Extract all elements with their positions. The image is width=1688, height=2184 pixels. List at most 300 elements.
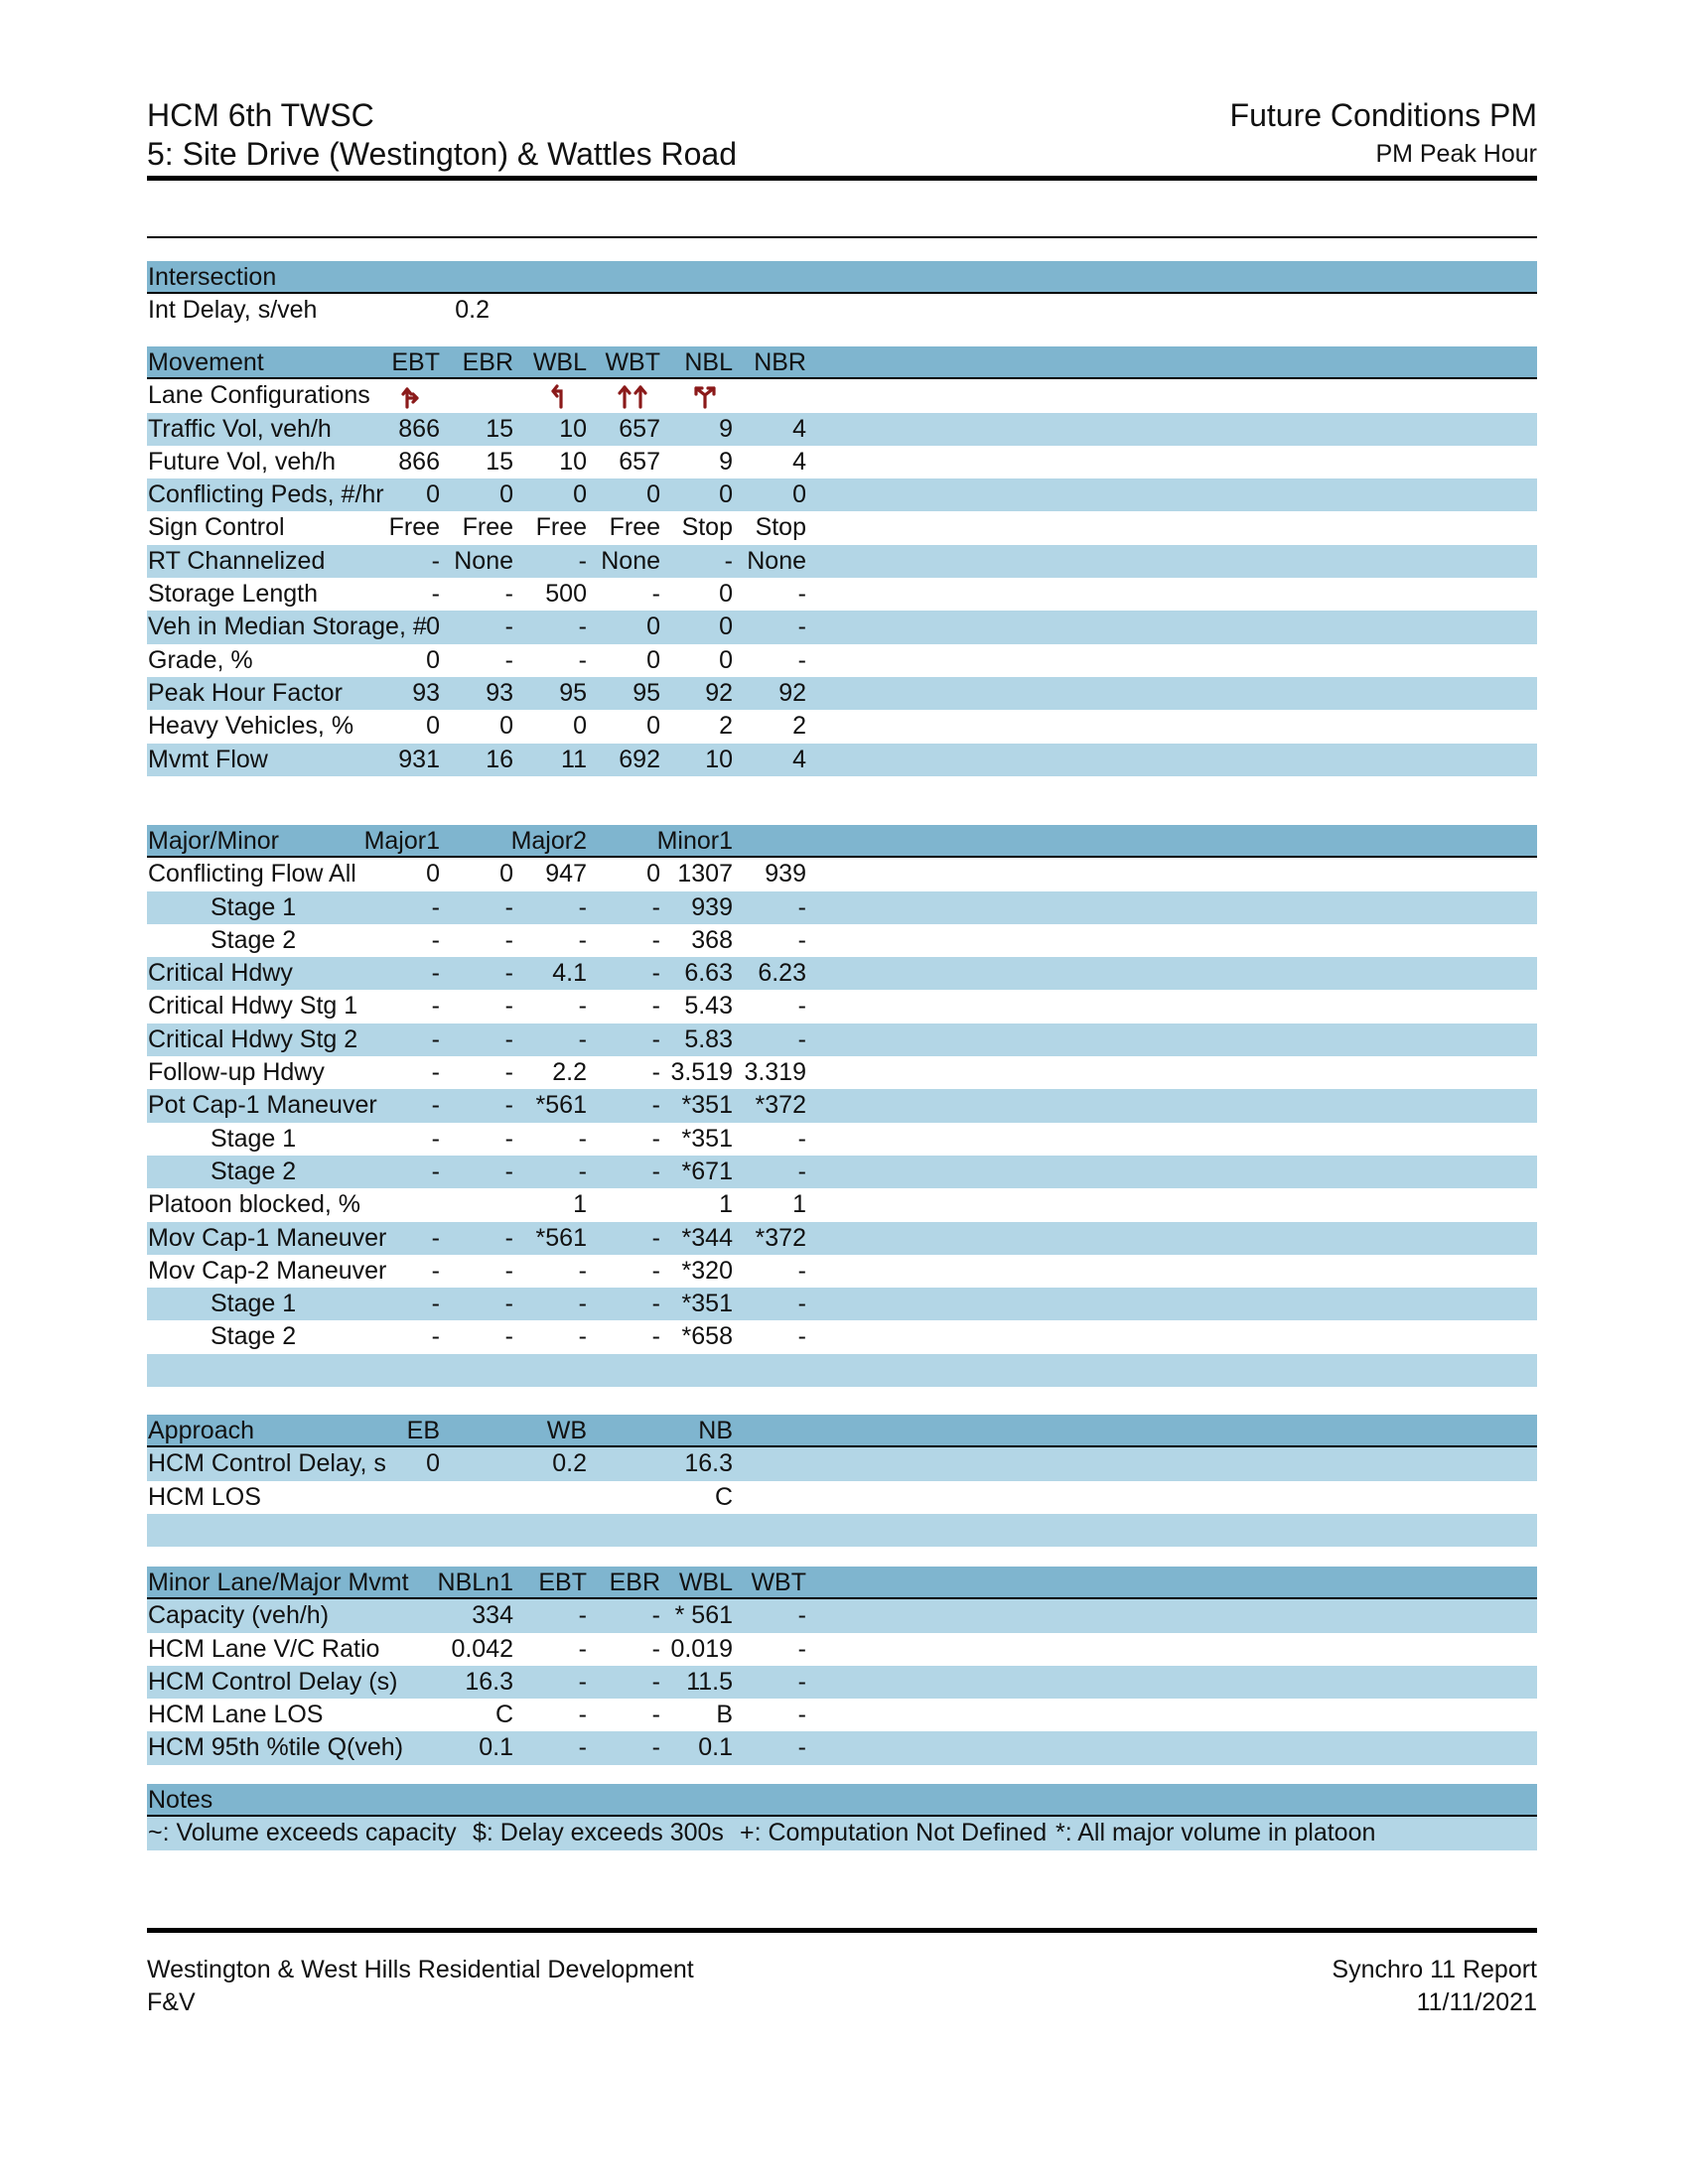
cell-value: -	[431, 1290, 440, 1318]
movement-row	[147, 644, 1537, 677]
cell-value: *320	[681, 1256, 733, 1285]
cell-value: -	[651, 1667, 660, 1696]
cell-value: *671	[681, 1157, 733, 1185]
through-right-arrow-icon	[392, 383, 432, 409]
cell-value: 4	[792, 414, 806, 443]
left-right-arrow-icon	[685, 383, 725, 409]
cell-value: B	[716, 1701, 733, 1729]
cell-value: 500	[545, 580, 587, 609]
cell-value: 16.3	[684, 1449, 733, 1478]
cell-value: -	[651, 1223, 660, 1252]
cell-value: 1	[573, 1190, 587, 1219]
cell-value: -	[651, 1733, 660, 1762]
row-label: Conflicting Flow All	[148, 860, 356, 888]
cell-value: 3.319	[744, 1058, 806, 1087]
cell-value: *561	[535, 1091, 587, 1120]
row-label: Pot Cap-1 Maneuver	[148, 1091, 377, 1120]
cell-value: 95	[633, 678, 660, 707]
row-label: Critical Hdwy Stg 2	[148, 1024, 358, 1053]
double-through-arrow-icon	[613, 383, 652, 409]
lane-configurations-row	[147, 379, 1537, 412]
intersection-header	[147, 261, 1537, 294]
cell-value: None	[601, 546, 660, 575]
cell-value: -	[797, 580, 806, 609]
cell-value: -	[651, 1058, 660, 1087]
section-heading: Minor Lane/Major Mvmt	[148, 1569, 409, 1596]
cell-value: -	[431, 1124, 440, 1153]
cell-value: -	[797, 1157, 806, 1185]
cell-value: -	[797, 613, 806, 641]
section-heading: Notes	[148, 1786, 213, 1814]
major-minor-row	[147, 1089, 1537, 1122]
cell-value: -	[797, 1733, 806, 1762]
cell-value: 931	[398, 745, 440, 773]
cell-value: -	[651, 992, 660, 1021]
cell-value: -	[431, 580, 440, 609]
group-header-major1: Major1	[363, 827, 440, 855]
cell-value: -	[431, 1223, 440, 1252]
section-heading: Major/Minor	[148, 827, 279, 855]
major-minor-row	[147, 990, 1537, 1023]
row-label: Heavy Vehicles, %	[148, 712, 354, 741]
section-filler	[147, 1514, 1537, 1547]
cell-value: -	[797, 1124, 806, 1153]
column-header-ebt: EBT	[538, 1569, 587, 1596]
major-minor-row	[147, 957, 1537, 990]
cell-value: -	[504, 1223, 513, 1252]
cell-value: 0	[719, 645, 733, 674]
cell-value: 16.3	[465, 1667, 513, 1696]
cell-value: Free	[535, 513, 587, 542]
cell-value: 15	[486, 414, 513, 443]
cell-value: -	[504, 1157, 513, 1185]
section-filler	[147, 1354, 1537, 1387]
cell-value: -	[797, 992, 806, 1021]
left-arrow-icon	[539, 383, 579, 409]
cell-value: 947	[545, 860, 587, 888]
column-header-nbl: NBL	[684, 348, 733, 376]
cell-value: 0	[646, 480, 660, 509]
cell-value: 939	[765, 860, 806, 888]
row-label: Stage 2	[211, 1322, 297, 1351]
row-label: HCM Control Delay (s)	[148, 1667, 398, 1696]
group-header-minor1: Minor1	[656, 827, 733, 855]
cell-value: 0.1	[479, 1733, 513, 1762]
column-header-nb: NB	[698, 1417, 733, 1444]
cell-value: 95	[559, 678, 587, 707]
cell-value: 5.83	[684, 1024, 733, 1053]
cell-value: 10	[559, 447, 587, 476]
report-date: 11/11/2021	[1416, 1988, 1537, 2016]
cell-value: *372	[755, 1091, 806, 1120]
cell-value: 1307	[677, 860, 733, 888]
cell-value: 0	[499, 712, 513, 741]
cell-value: 0	[646, 645, 660, 674]
cell-value: 16	[486, 745, 513, 773]
section-heading: Approach	[148, 1417, 255, 1444]
cell-value: 9	[719, 414, 733, 443]
cell-value: -	[797, 1667, 806, 1696]
cell-value: 0	[573, 480, 587, 509]
row-label: Stage 1	[211, 1124, 297, 1153]
row-label: Mov Cap-1 Maneuver	[148, 1223, 387, 1252]
cell-value: 3.519	[670, 1058, 733, 1087]
column-header-wb: WB	[546, 1417, 587, 1444]
cell-value: -	[797, 925, 806, 954]
note-item: $: Delay exceeds 300s	[473, 1819, 724, 1847]
cell-value: 0	[719, 613, 733, 641]
cell-value: 657	[619, 447, 660, 476]
cell-value: -	[578, 1256, 587, 1285]
cell-value: -	[504, 580, 513, 609]
row-label: Peak Hour Factor	[148, 678, 343, 707]
cell-value: 0	[719, 480, 733, 509]
notes-section	[147, 1784, 1537, 1850]
notes-header	[147, 1784, 1537, 1817]
cell-value: -	[651, 1601, 660, 1630]
column-header-ebt: EBT	[391, 348, 440, 376]
cell-value: -	[651, 1701, 660, 1729]
movement-row	[147, 511, 1537, 544]
cell-value: -	[578, 1024, 587, 1053]
major-minor-row	[147, 1222, 1537, 1255]
cell-value: 0	[646, 613, 660, 641]
cell-value: -	[578, 1322, 587, 1351]
row-label: Mov Cap-2 Maneuver	[148, 1256, 387, 1285]
row-label: Stage 1	[211, 1290, 297, 1318]
cell-value: 0	[499, 860, 513, 888]
row-label: HCM Lane LOS	[148, 1701, 324, 1729]
cell-value: Stop	[755, 513, 806, 542]
cell-value: -	[651, 1024, 660, 1053]
cell-value: 692	[619, 745, 660, 773]
cell-value: None	[747, 546, 806, 575]
cell-value: -	[431, 925, 440, 954]
cell-value: 92	[705, 678, 733, 707]
cell-value: -	[504, 959, 513, 988]
cell-value: 0.042	[451, 1634, 513, 1663]
cell-value: -	[651, 925, 660, 954]
cell-value: C	[494, 1701, 513, 1729]
cell-value: 334	[472, 1601, 513, 1630]
notes-row	[147, 1817, 1537, 1849]
cell-value: -	[431, 1024, 440, 1053]
cell-value: 0	[499, 480, 513, 509]
approach-row	[147, 1447, 1537, 1480]
cell-value: -	[431, 546, 440, 575]
major-minor-row	[147, 1156, 1537, 1188]
cell-value: *351	[681, 1290, 733, 1318]
cell-value: -	[431, 959, 440, 988]
column-header-ebr: EBR	[462, 348, 513, 376]
note-item: +: Computation Not Defined	[740, 1819, 1048, 1847]
row-label: Veh in Median Storage, #	[148, 613, 427, 641]
row-label: HCM 95th %tile Q(veh)	[148, 1733, 404, 1762]
cell-value: 10	[705, 745, 733, 773]
major-minor-row	[147, 1123, 1537, 1156]
row-label: Storage Length	[148, 580, 318, 609]
cell-value: -	[431, 992, 440, 1021]
cell-value: 866	[398, 447, 440, 476]
movement-row	[147, 413, 1537, 446]
cell-value: 2.2	[552, 1058, 587, 1087]
cell-value: -	[504, 925, 513, 954]
cell-value: -	[651, 1124, 660, 1153]
cell-value: 0	[646, 860, 660, 888]
row-label: Stage 2	[211, 925, 297, 954]
cell-value: 6.23	[758, 959, 806, 988]
cell-value: *372	[755, 1223, 806, 1252]
approach-row	[147, 1481, 1537, 1514]
software-label: Synchro 11 Report	[1332, 1956, 1537, 1983]
column-header-nbln1: NBLn1	[437, 1569, 513, 1596]
cell-value: * 561	[674, 1601, 733, 1630]
column-header-wbl: WBL	[532, 348, 587, 376]
cell-value: -	[578, 645, 587, 674]
row-label: Lane Configurations	[148, 381, 370, 410]
cell-value: -	[504, 645, 513, 674]
row-label: Platoon blocked, %	[148, 1190, 361, 1219]
cell-value: -	[578, 992, 587, 1021]
note-item: *: All major volume in platoon	[1055, 1819, 1376, 1847]
movement-row	[147, 677, 1537, 710]
section-heading: Movement	[148, 348, 264, 376]
row-label: Traffic Vol, veh/h	[148, 414, 332, 443]
cell-value: 0	[426, 613, 440, 641]
cell-value: -	[504, 1290, 513, 1318]
cell-value: Free	[388, 513, 440, 542]
cell-value: 2	[792, 712, 806, 741]
cell-value: 0	[426, 645, 440, 674]
cell-value: -	[651, 1256, 660, 1285]
cell-value: 939	[691, 892, 733, 921]
cell-value: -	[578, 1157, 587, 1185]
cell-value: 1	[719, 1190, 733, 1219]
cell-value: -	[651, 1634, 660, 1663]
cell-value: 0	[646, 712, 660, 741]
cell-value: -	[797, 1322, 806, 1351]
cell-value: -	[504, 1322, 513, 1351]
major-minor-row	[147, 891, 1537, 924]
row-label: Stage 2	[211, 1157, 297, 1185]
intersection-title: 5: Site Drive (Westington) & Wattles Road	[147, 136, 737, 172]
cell-value: -	[578, 1733, 587, 1762]
note-item: ~: Volume exceeds capacity	[148, 1819, 457, 1847]
cell-value: C	[714, 1482, 733, 1511]
footer-divider	[147, 1928, 1537, 1933]
column-header-nbr: NBR	[754, 348, 806, 376]
major-minor-row	[147, 1024, 1537, 1056]
major-minor-row	[147, 1288, 1537, 1320]
minor-lane-row	[147, 1599, 1537, 1632]
int-delay-value: 0.2	[455, 296, 490, 325]
cell-value: None	[454, 546, 513, 575]
cell-value: *351	[681, 1091, 733, 1120]
cell-value: -	[651, 580, 660, 609]
cell-value: -	[651, 892, 660, 921]
cell-value: 0	[792, 480, 806, 509]
cell-value: -	[578, 546, 587, 575]
cell-value: 0.2	[552, 1449, 587, 1478]
minor-lane-header	[147, 1567, 1537, 1599]
cell-value: 15	[486, 447, 513, 476]
row-label: RT Channelized	[148, 546, 326, 575]
row-label: Mvmt Flow	[148, 745, 268, 773]
cell-value: -	[797, 1634, 806, 1663]
cell-value: -	[578, 1124, 587, 1153]
movement-row	[147, 545, 1537, 578]
group-header-major2: Major2	[510, 827, 587, 855]
cell-value: -	[504, 613, 513, 641]
cell-value: -	[431, 1058, 440, 1087]
cell-value: 1	[792, 1190, 806, 1219]
cell-value: 6.63	[684, 959, 733, 988]
major-minor-header	[147, 825, 1537, 858]
cell-value: *561	[535, 1223, 587, 1252]
movement-section	[147, 346, 1537, 776]
major-minor-row	[147, 858, 1537, 890]
cell-value: -	[431, 892, 440, 921]
cell-value: -	[431, 1091, 440, 1120]
row-label: Critical Hdwy Stg 1	[148, 992, 358, 1021]
cell-value: -	[504, 1058, 513, 1087]
cell-value: 0.1	[698, 1733, 733, 1762]
cell-value: 11	[561, 745, 587, 773]
minor-lane-row	[147, 1699, 1537, 1731]
movement-row	[147, 710, 1537, 743]
minor-lane-row	[147, 1633, 1537, 1666]
cell-value: 0	[426, 1449, 440, 1478]
cell-value: -	[797, 892, 806, 921]
cell-value: -	[797, 1024, 806, 1053]
cell-value: 10	[559, 414, 587, 443]
cell-value: 0	[426, 712, 440, 741]
row-label: Sign Control	[148, 513, 285, 542]
approach-header	[147, 1415, 1537, 1447]
cell-value: -	[504, 992, 513, 1021]
major-minor-row	[147, 1188, 1537, 1221]
peak-hour-label: PM Peak Hour	[1375, 140, 1537, 168]
cell-value: -	[797, 1701, 806, 1729]
cell-value: 11.5	[686, 1667, 733, 1696]
cell-value: 92	[778, 678, 806, 707]
cell-value: *658	[681, 1322, 733, 1351]
movement-header	[147, 346, 1537, 379]
section-heading: Intersection	[148, 263, 277, 291]
cell-value: -	[651, 1290, 660, 1318]
cell-value: *344	[681, 1223, 733, 1252]
cell-value: 2	[719, 712, 733, 741]
minor-lane-row	[147, 1731, 1537, 1764]
movement-row	[147, 578, 1537, 611]
cell-value: 866	[398, 414, 440, 443]
header-divider	[147, 176, 1537, 181]
cell-value: -	[504, 892, 513, 921]
column-header-ebr: EBR	[609, 1569, 660, 1596]
cell-value: -	[431, 1256, 440, 1285]
firm-name: F&V	[147, 1988, 196, 2016]
row-label: Follow-up Hdwy	[148, 1058, 325, 1087]
column-header-wbl: WBL	[678, 1569, 733, 1596]
movement-row	[147, 446, 1537, 478]
cell-value: -	[578, 1667, 587, 1696]
cell-value: 5.43	[684, 992, 733, 1021]
cell-value: *351	[681, 1124, 733, 1153]
cell-value: Free	[462, 513, 513, 542]
column-header-eb: EB	[406, 1417, 440, 1444]
cell-value: 0	[426, 860, 440, 888]
scenario-title: Future Conditions PM	[1229, 97, 1537, 133]
major-minor-row	[147, 1320, 1537, 1353]
cell-value: Stop	[681, 513, 733, 542]
cell-value: -	[797, 1256, 806, 1285]
cell-value: -	[651, 959, 660, 988]
cell-value: -	[578, 1634, 587, 1663]
cell-value: -	[504, 1024, 513, 1053]
row-label: Conflicting Peds, #/hr	[148, 480, 384, 509]
cell-value: -	[504, 1124, 513, 1153]
project-name: Westington & West Hills Residential Development	[147, 1956, 694, 1983]
row-label: Grade, %	[148, 645, 253, 674]
minor-lane-section	[147, 1567, 1537, 1765]
cell-value: 0.019	[670, 1634, 733, 1663]
row-label: Capacity (veh/h)	[148, 1601, 330, 1630]
report-title: HCM 6th TWSC	[147, 97, 374, 133]
cell-value: 0	[426, 480, 440, 509]
row-label: Critical Hdwy	[148, 959, 293, 988]
cell-value: 368	[691, 925, 733, 954]
cell-value: -	[797, 1290, 806, 1318]
cell-value: -	[431, 1322, 440, 1351]
cell-value: -	[651, 1157, 660, 1185]
cell-value: 9	[719, 447, 733, 476]
cell-value: -	[578, 1290, 587, 1318]
cell-value: -	[724, 546, 733, 575]
row-label: Int Delay, s/veh	[148, 296, 318, 325]
cell-value: -	[578, 613, 587, 641]
int-delay-row	[147, 294, 1537, 327]
cell-value: -	[651, 1322, 660, 1351]
major-minor-row	[147, 1255, 1537, 1288]
column-header-wbt: WBT	[605, 348, 660, 376]
major-minor-row	[147, 924, 1537, 957]
cell-value: -	[578, 925, 587, 954]
intersection-section	[147, 261, 1537, 328]
row-label: Future Vol, veh/h	[148, 447, 337, 476]
cell-value: 657	[619, 414, 660, 443]
approach-section	[147, 1415, 1537, 1547]
cell-value: 93	[412, 678, 440, 707]
major-minor-row	[147, 1056, 1537, 1089]
cell-value: -	[578, 1701, 587, 1729]
report-header	[147, 0, 1537, 184]
cell-value: -	[431, 1157, 440, 1185]
minor-lane-row	[147, 1666, 1537, 1699]
cell-value: 93	[486, 678, 513, 707]
row-label: Stage 1	[211, 892, 297, 921]
cell-value: 0	[573, 712, 587, 741]
cell-value: -	[504, 1091, 513, 1120]
cell-value: -	[578, 892, 587, 921]
movement-row	[147, 611, 1537, 643]
cell-value: 0	[719, 580, 733, 609]
cell-value: -	[578, 1601, 587, 1630]
cell-value: 4.1	[552, 959, 587, 988]
cell-value: 4	[792, 447, 806, 476]
cell-value: -	[504, 1256, 513, 1285]
column-header-wbt: WBT	[751, 1569, 806, 1596]
cell-value: -	[651, 1091, 660, 1120]
